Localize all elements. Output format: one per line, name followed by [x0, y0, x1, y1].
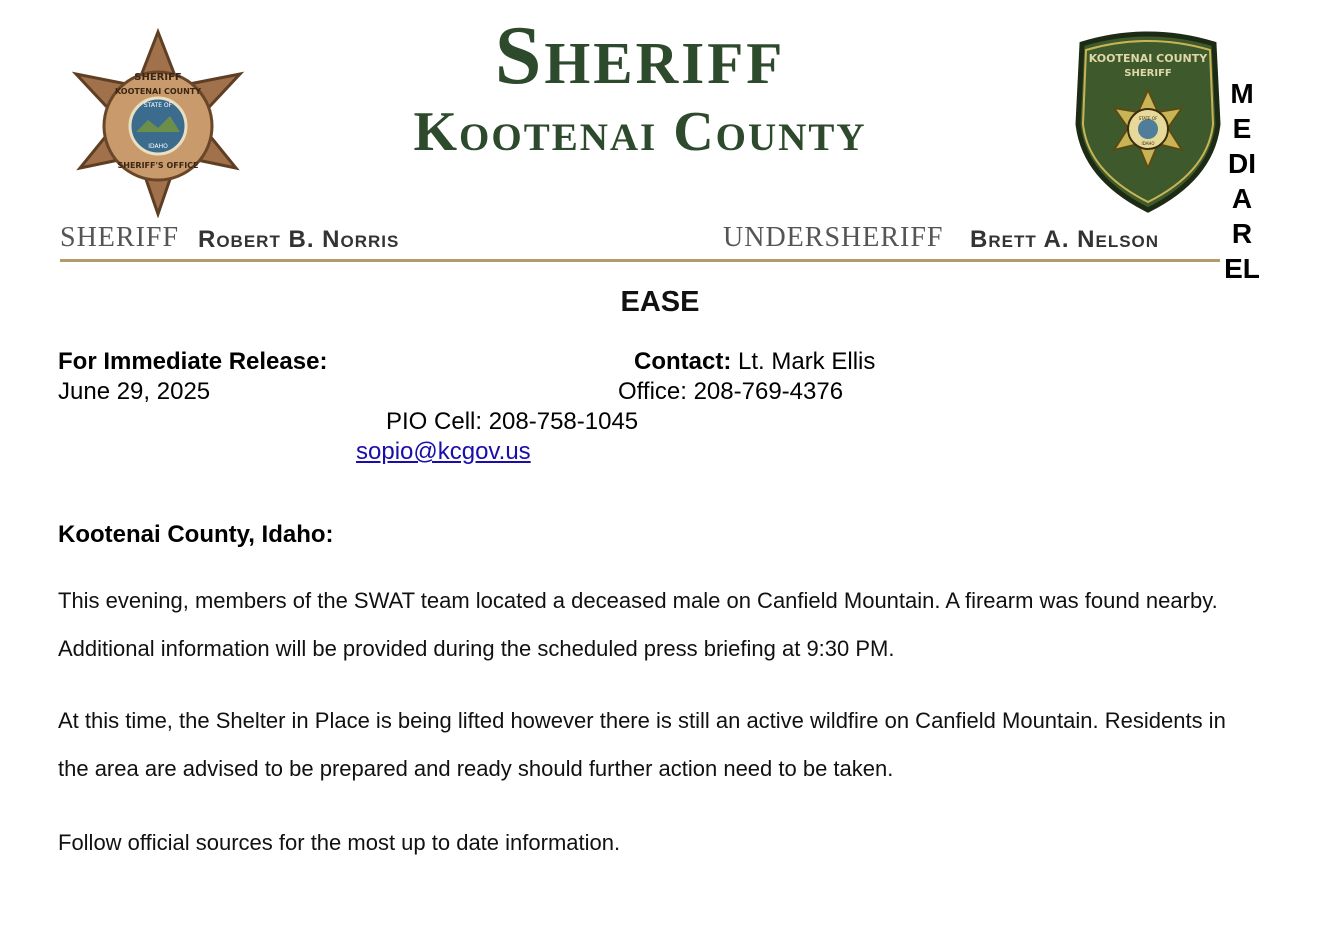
vertical-label-part: EL	[1224, 253, 1260, 284]
contact-email-link[interactable]: sopio@kcgov.us	[356, 438, 531, 465]
undersheriff-name: Brett A. Nelson	[970, 226, 1160, 253]
patch-text-state: STATE OF	[1138, 116, 1158, 121]
sheriff-role: SHERIFF	[60, 222, 180, 253]
badge-text-idaho: IDAHO	[148, 143, 168, 150]
office-phone: Office: 208-769-4376	[618, 378, 844, 405]
patch-text-idaho: IDAHO	[1141, 141, 1155, 146]
undersheriff-role: UNDERSHERIFF	[723, 222, 944, 253]
release-heading: EASE	[620, 286, 700, 318]
patch-text-sheriff: SHERIFF	[1124, 68, 1172, 79]
badge-text-county: KOOTENAI COUNTY	[114, 87, 202, 96]
pio-cell: PIO Cell: 208-758-1045	[386, 408, 639, 435]
header-divider	[60, 259, 1220, 262]
badge-text-office: SHERIFF'S OFFICE	[117, 161, 199, 170]
immediate-release-label: For Immediate Release:	[58, 348, 328, 375]
contact-name: Lt. Mark Ellis	[738, 348, 876, 375]
paragraph-swat: This evening, members of the SWAT team located a deceased male on Canfield Mountain. A firearm was found nearby. Additional information will be provided during the scheduled press briefing at 9:30 PM.	[58, 588, 1218, 661]
vertical-label-part: M	[1230, 78, 1254, 109]
vertical-label-part: R	[1231, 218, 1253, 249]
contact-line	[634, 347, 875, 377]
contact-label: Contact:	[634, 348, 732, 375]
vertical-label-part: A	[1231, 183, 1253, 214]
release-date: June 29, 2025	[58, 378, 211, 405]
location-heading: Kootenai County, Idaho:	[58, 521, 334, 548]
vertical-media-release-label	[1220, 76, 1264, 286]
header-title: Sheriff	[494, 9, 786, 102]
sheriff-name: Robert B. Norris	[198, 226, 400, 253]
header-subtitle: Kootenai County	[413, 101, 867, 163]
paragraph-follow: Follow official sources for the most up to date information.	[58, 830, 621, 855]
badge-text-state: STATE OF	[143, 102, 173, 109]
badge-text-sheriff: SHERIFF	[134, 72, 182, 83]
paragraph-shelter: At this time, the Shelter in Place is being lifted however there is still an active wildfire on Canfield Mountain. Residents in the area are advised to be prepared and ready should further action need to be taken.	[58, 708, 1226, 781]
patch-text-county: KOOTENAI COUNTY	[1088, 52, 1208, 65]
vertical-label-part: DI	[1228, 148, 1256, 179]
vertical-label-part: E	[1232, 113, 1252, 144]
